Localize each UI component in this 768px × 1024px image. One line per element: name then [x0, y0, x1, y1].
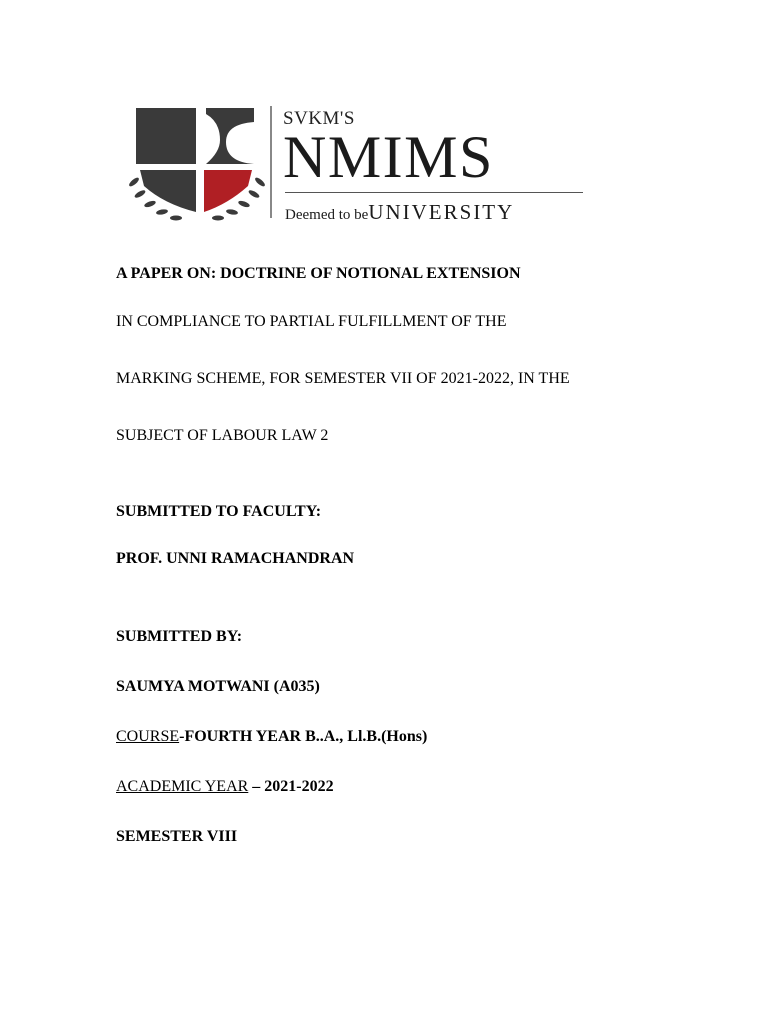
crest-s-shape: [206, 108, 254, 164]
logo-nmims: NMIMS: [283, 124, 494, 190]
compliance-line-3: SUBJECT OF LABOUR LAW 2: [116, 427, 329, 444]
logo-deemed-university: [285, 200, 514, 225]
course-label: COURSE: [116, 728, 180, 745]
compliance-line-2: MARKING SCHEME, FOR SEMESTER VII OF 2021-2022, IN THE: [116, 370, 570, 387]
logo-divider: [285, 192, 583, 193]
academic-year-label: ACADEMIC YEAR: [116, 778, 249, 795]
logo-deemed: Deemed to be: [285, 207, 369, 223]
logo-svkms: SVKM'S: [283, 108, 355, 129]
course-value: -FOURTH YEAR B..A., Ll.B.(Hons): [179, 728, 428, 745]
course-line: [116, 727, 427, 747]
semester: SEMESTER VIII: [116, 828, 238, 845]
submitted-by-heading: SUBMITTED BY:: [116, 628, 243, 645]
academic-year-value: – 2021-2022: [248, 778, 334, 795]
student-name: SAUMYA MOTWANI (A035): [116, 678, 320, 695]
academic-year-line: [116, 777, 334, 797]
paper-title: A PAPER ON: DOCTRINE OF NOTIONAL EXTENSION: [116, 265, 521, 282]
crest-top-left: [136, 108, 196, 164]
compliance-line-1: IN COMPLIANCE TO PARTIAL FULFILLMENT OF THE: [116, 313, 507, 330]
faculty-name: PROF. UNNI RAMACHANDRAN: [116, 550, 355, 567]
logo-university: UNIVERSITY: [368, 200, 515, 224]
submitted-to-heading: SUBMITTED TO FACULTY:: [116, 503, 322, 520]
